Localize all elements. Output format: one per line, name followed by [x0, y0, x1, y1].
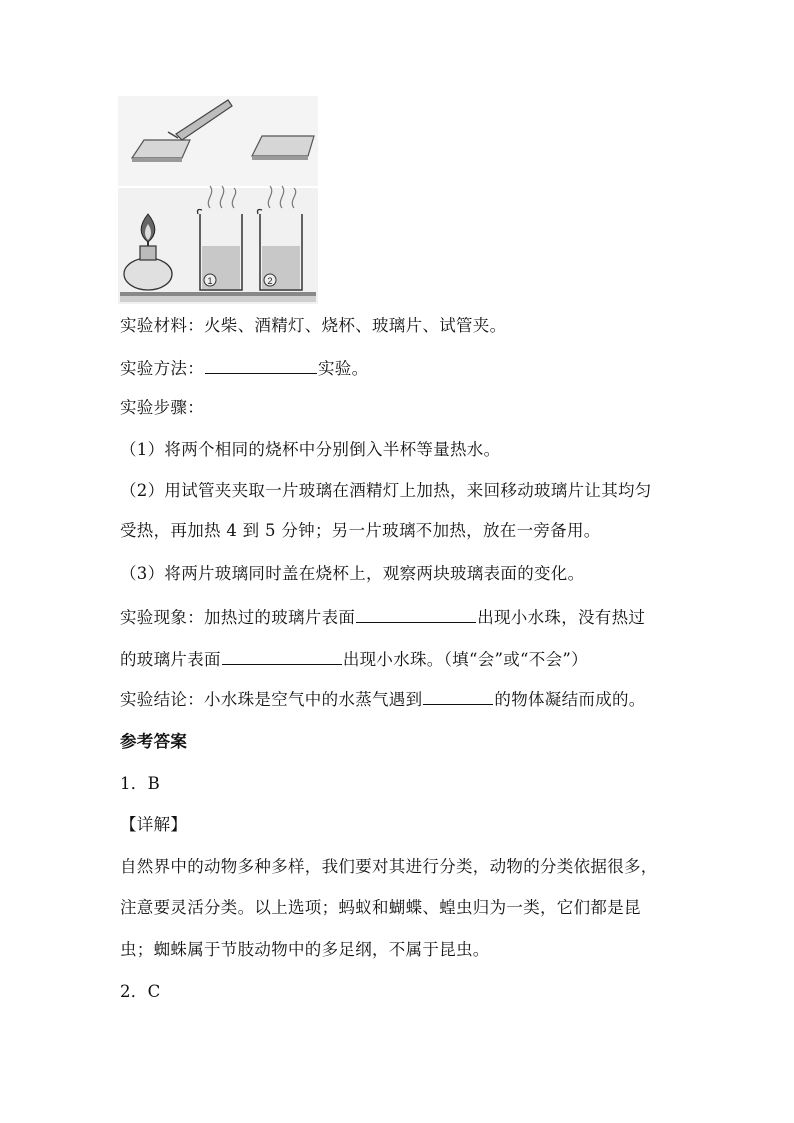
explanation-text-1: 自然界中的动物多种多样，我们要对其进行分类，动物的分类依据很多， [120, 857, 658, 876]
heated-glass-edge [132, 158, 182, 162]
answer-1 [120, 773, 160, 795]
phenomenon-middle: 出现小水珠，没有热过 [477, 608, 646, 627]
conclusion-blank[interactable] [423, 688, 493, 705]
method-line [120, 357, 368, 380]
phenomenon-line-1 [120, 606, 645, 629]
detail-label-text: 【详解】 [120, 815, 188, 834]
beaker-2-label: 2 [267, 276, 273, 286]
conclusion-line [120, 688, 646, 711]
phenomenon-prefix: 实验现象：加热过的玻璃片表面 [120, 608, 356, 627]
unheated-glass-edge [252, 156, 308, 160]
step-2-text-1: （2）用试管夹夹取一片玻璃在酒精灯上加热，来回移动玻璃片让其均匀 [120, 481, 652, 500]
answer-1-text: 1．B [120, 774, 161, 793]
conclusion-prefix: 实验结论：小水珠是空气中的水蒸气遇到 [120, 690, 423, 709]
phenomenon-line2-suffix: 出现小水珠。（填“会”或“不会”） [342, 650, 588, 669]
step-1 [120, 439, 500, 461]
materials-line [120, 315, 506, 337]
experiment-drawing [118, 96, 318, 304]
explanation-line-1 [120, 856, 658, 878]
beaker-1-label: 1 [207, 276, 213, 286]
alcohol-lamp-neck [140, 246, 156, 260]
step-3 [120, 563, 584, 585]
phenomenon-line2-prefix: 的玻璃片表面 [120, 650, 221, 669]
explanation-text-3: 虫；蜘蛛属于节肢动物中的多足纲，不属于昆虫。 [120, 940, 490, 959]
alcohol-lamp-body [124, 258, 172, 290]
step-2-text-2: 受热，再加热 4 到 5 分钟；另一片玻璃不加热，放在一旁备用。 [120, 521, 601, 540]
table-base [120, 296, 316, 302]
step-1-text: （1）将两个相同的烧杯中分别倒入半杯等量热水。 [120, 440, 501, 459]
method-suffix: 实验。 [318, 359, 369, 378]
explanation-line-2 [120, 897, 641, 919]
steps-heading-text: 实验步骤： [120, 398, 204, 417]
answers-heading-text: 参考答案 [120, 732, 188, 751]
step-2-line-2 [120, 520, 601, 542]
detail-label [120, 814, 187, 836]
materials-text: 实验材料：火柴、酒精灯、烧杯、玻璃片、试管夹。 [120, 316, 507, 335]
method-blank[interactable] [205, 357, 317, 374]
table-surface [120, 292, 316, 296]
answer-2 [120, 981, 161, 1003]
experiment-illustration [118, 96, 318, 304]
phenomenon-blank-2[interactable] [222, 648, 342, 665]
step-2-line-1 [120, 480, 652, 502]
step-3-text: （3）将两片玻璃同时盖在烧杯上，观察两块玻璃表面的变化。 [120, 564, 585, 583]
explanation-line-3 [120, 939, 490, 961]
explanation-text-2: 注意要灵活分类。以上选项；蚂蚁和蝴蝶、蝗虫归为一类，它们都是昆 [120, 898, 641, 917]
answers-heading [120, 731, 187, 753]
method-prefix: 实验方法： [120, 359, 204, 378]
steps-heading [120, 397, 204, 419]
answer-2-text: 2．C [120, 982, 161, 1001]
phenomenon-line-2 [120, 648, 588, 671]
phenomenon-blank-1[interactable] [356, 606, 476, 623]
unheated-glass-pane [252, 136, 314, 156]
conclusion-suffix: 的物体凝结而成的。 [494, 690, 646, 709]
